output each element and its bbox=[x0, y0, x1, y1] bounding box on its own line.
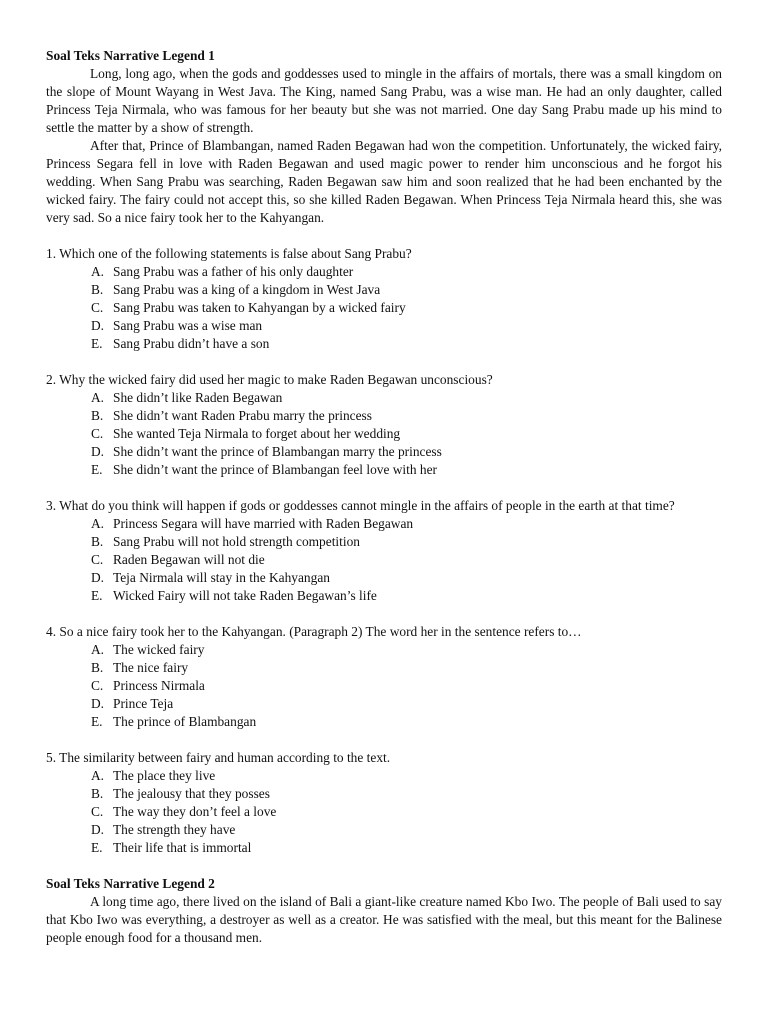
option-text: Princess Nirmala bbox=[113, 678, 205, 693]
option-letter: A. bbox=[91, 642, 105, 657]
option-letter: E. bbox=[91, 336, 103, 351]
question-number: 4. bbox=[46, 624, 57, 639]
option-letter: D. bbox=[91, 696, 105, 711]
option-letter: E. bbox=[91, 462, 103, 477]
option-text: The nice fairy bbox=[113, 660, 189, 675]
option-text: She didn’t want Raden Prabu marry the princess bbox=[113, 408, 372, 423]
section1-heading: Soal Teks Narrative Legend 1 bbox=[46, 48, 215, 63]
option-letter: A. bbox=[91, 768, 105, 783]
question-stem bbox=[46, 623, 722, 641]
option-text: The way they don’t feel a love bbox=[113, 804, 277, 819]
option-letter: E. bbox=[91, 714, 103, 729]
option-text: The jealousy that they posses bbox=[113, 786, 270, 801]
option-letter: B. bbox=[91, 282, 104, 297]
question-number: 1. bbox=[46, 246, 57, 261]
option-text: She didn’t like Raden Begawan bbox=[113, 390, 283, 405]
question-1 bbox=[46, 245, 722, 371]
answer-options bbox=[46, 515, 722, 605]
question-number: 2. bbox=[46, 372, 57, 387]
option-letter: B. bbox=[91, 408, 104, 423]
option-text: The place they live bbox=[113, 768, 216, 783]
option-text: Sang Prabu was a king of a kingdom in West Java bbox=[113, 282, 381, 297]
question-list bbox=[46, 245, 722, 875]
option-text: Teja Nirmala will stay in the Kahyangan bbox=[113, 570, 330, 585]
option-letter: E. bbox=[91, 588, 103, 603]
option-letter: C. bbox=[91, 804, 104, 819]
answer-option bbox=[91, 695, 722, 713]
option-text: Sang Prabu will not hold strength competition bbox=[113, 534, 360, 549]
option-letter: B. bbox=[91, 786, 104, 801]
answer-options bbox=[46, 389, 722, 479]
answer-option bbox=[91, 389, 722, 407]
question-text: So a nice fairy took her to the Kahyangan. (Paragraph 2) The word her in the sentence refers to… bbox=[59, 624, 582, 639]
option-text: Princess Segara will have married with Raden Begawan bbox=[113, 516, 414, 531]
answer-option bbox=[91, 335, 722, 353]
question-stem bbox=[46, 245, 722, 263]
option-text: Sang Prabu didn’t have a son bbox=[113, 336, 270, 351]
section1-paragraph-2: After that, Prince of Blambangan, named Raden Begawan had won the competition. Unfortunately, the wicked fairy, Princess Segara fell in love with Raden Begawan and used magic power to render him unconscious and he forgot his wedding. When Sang Prabu was searching, Raden Begawan saw him and soon realized that he had been enchanted by the wicked fairy. The fairy could not accept this, so she killed Raden Begawan. When Princess Teja Nirmala heard this, she was very sad. So a nice fairy took her to the Kahyangan. bbox=[46, 138, 722, 225]
answer-option bbox=[91, 587, 722, 605]
option-letter: B. bbox=[91, 660, 104, 675]
option-text: She wanted Teja Nirmala to forget about her wedding bbox=[113, 426, 401, 441]
answer-option bbox=[91, 407, 722, 425]
answer-options bbox=[46, 263, 722, 353]
option-letter: D. bbox=[91, 570, 105, 585]
option-letter: C. bbox=[91, 552, 104, 567]
answer-option bbox=[91, 425, 722, 443]
option-text: Sang Prabu was taken to Kahyangan by a wicked fairy bbox=[113, 300, 406, 315]
option-letter: A. bbox=[91, 390, 105, 405]
answer-option bbox=[91, 803, 722, 821]
spacer bbox=[46, 605, 722, 623]
option-letter: A. bbox=[91, 516, 105, 531]
spacer bbox=[46, 857, 722, 875]
answer-option bbox=[91, 785, 722, 803]
question-stem bbox=[46, 749, 722, 767]
option-letter: A. bbox=[91, 264, 105, 279]
answer-option bbox=[91, 281, 722, 299]
answer-option bbox=[91, 299, 722, 317]
option-letter: C. bbox=[91, 426, 104, 441]
answer-option bbox=[91, 713, 722, 731]
option-text: Sang Prabu was a wise man bbox=[113, 318, 263, 333]
question-text: What do you think will happen if gods or goddesses cannot mingle in the affairs of people in the earth at that time? bbox=[59, 498, 675, 513]
option-letter: C. bbox=[91, 300, 104, 315]
option-text: She didn’t want the prince of Blambangan feel love with her bbox=[113, 462, 438, 477]
answer-option bbox=[91, 569, 722, 587]
answer-option bbox=[91, 551, 722, 569]
question-number: 3. bbox=[46, 498, 57, 513]
question-text: Which one of the following statements is false about Sang Prabu? bbox=[59, 246, 412, 261]
option-text: Their life that is immortal bbox=[113, 840, 252, 855]
document-page bbox=[46, 47, 722, 947]
answer-options bbox=[46, 641, 722, 731]
spacer bbox=[46, 479, 722, 497]
option-letter: B. bbox=[91, 534, 104, 549]
question-4 bbox=[46, 623, 722, 749]
option-letter: D. bbox=[91, 444, 105, 459]
option-letter: D. bbox=[91, 822, 105, 837]
question-stem bbox=[46, 497, 722, 515]
answer-option bbox=[91, 317, 722, 335]
answer-options bbox=[46, 767, 722, 857]
question-5 bbox=[46, 749, 722, 875]
answer-option bbox=[91, 443, 722, 461]
option-text: She didn’t want the prince of Blambangan marry the princess bbox=[113, 444, 442, 459]
answer-option bbox=[91, 767, 722, 785]
answer-option bbox=[91, 821, 722, 839]
answer-option bbox=[91, 263, 722, 281]
question-stem bbox=[46, 371, 722, 389]
option-letter: C. bbox=[91, 678, 104, 693]
question-number: 5. bbox=[46, 750, 57, 765]
question-text: The similarity between fairy and human according to the text. bbox=[59, 750, 391, 765]
option-letter: E. bbox=[91, 840, 103, 855]
answer-option bbox=[91, 461, 722, 479]
option-text: The prince of Blambangan bbox=[113, 714, 257, 729]
option-text: Raden Begawan will not die bbox=[113, 552, 265, 567]
section1-paragraph-1: Long, long ago, when the gods and goddesses used to mingle in the affairs of mortals, there was a small kingdom on the slope of Mount Wayang in West Java. The King, named Sang Prabu, was a wise man. He had an only daughter, called Princess Teja Nirmala, who was famous for her beauty but she was not married. One day Sang Prabu made up his mind to settle the matter by a show of strength. bbox=[46, 66, 722, 135]
answer-option bbox=[91, 839, 722, 857]
answer-option bbox=[91, 641, 722, 659]
question-text: Why the wicked fairy did used her magic to make Raden Begawan unconscious? bbox=[59, 372, 493, 387]
option-text: Prince Teja bbox=[113, 696, 174, 711]
spacer bbox=[46, 731, 722, 749]
question-3 bbox=[46, 497, 722, 623]
answer-option bbox=[91, 533, 722, 551]
option-letter: D. bbox=[91, 318, 105, 333]
spacer bbox=[46, 227, 722, 245]
spacer bbox=[46, 353, 722, 371]
option-text: Sang Prabu was a father of his only daughter bbox=[113, 264, 354, 279]
option-text: The wicked fairy bbox=[113, 642, 205, 657]
option-text: The strength they have bbox=[113, 822, 236, 837]
section2-paragraph-1: A long time ago, there lived on the island of Bali a giant-like creature named Kbo Iwo. The people of Bali used to say that Kbo Iwo was everything, a destroyer as well as a creator. He was satisfied with the meal, but this meant for the Balinese people enough food for a thousand men. bbox=[46, 894, 722, 945]
answer-option bbox=[91, 659, 722, 677]
option-text: Wicked Fairy will not take Raden Begawan’s life bbox=[113, 588, 377, 603]
answer-option bbox=[91, 677, 722, 695]
section2-heading: Soal Teks Narrative Legend 2 bbox=[46, 876, 215, 891]
question-2 bbox=[46, 371, 722, 497]
answer-option bbox=[91, 515, 722, 533]
